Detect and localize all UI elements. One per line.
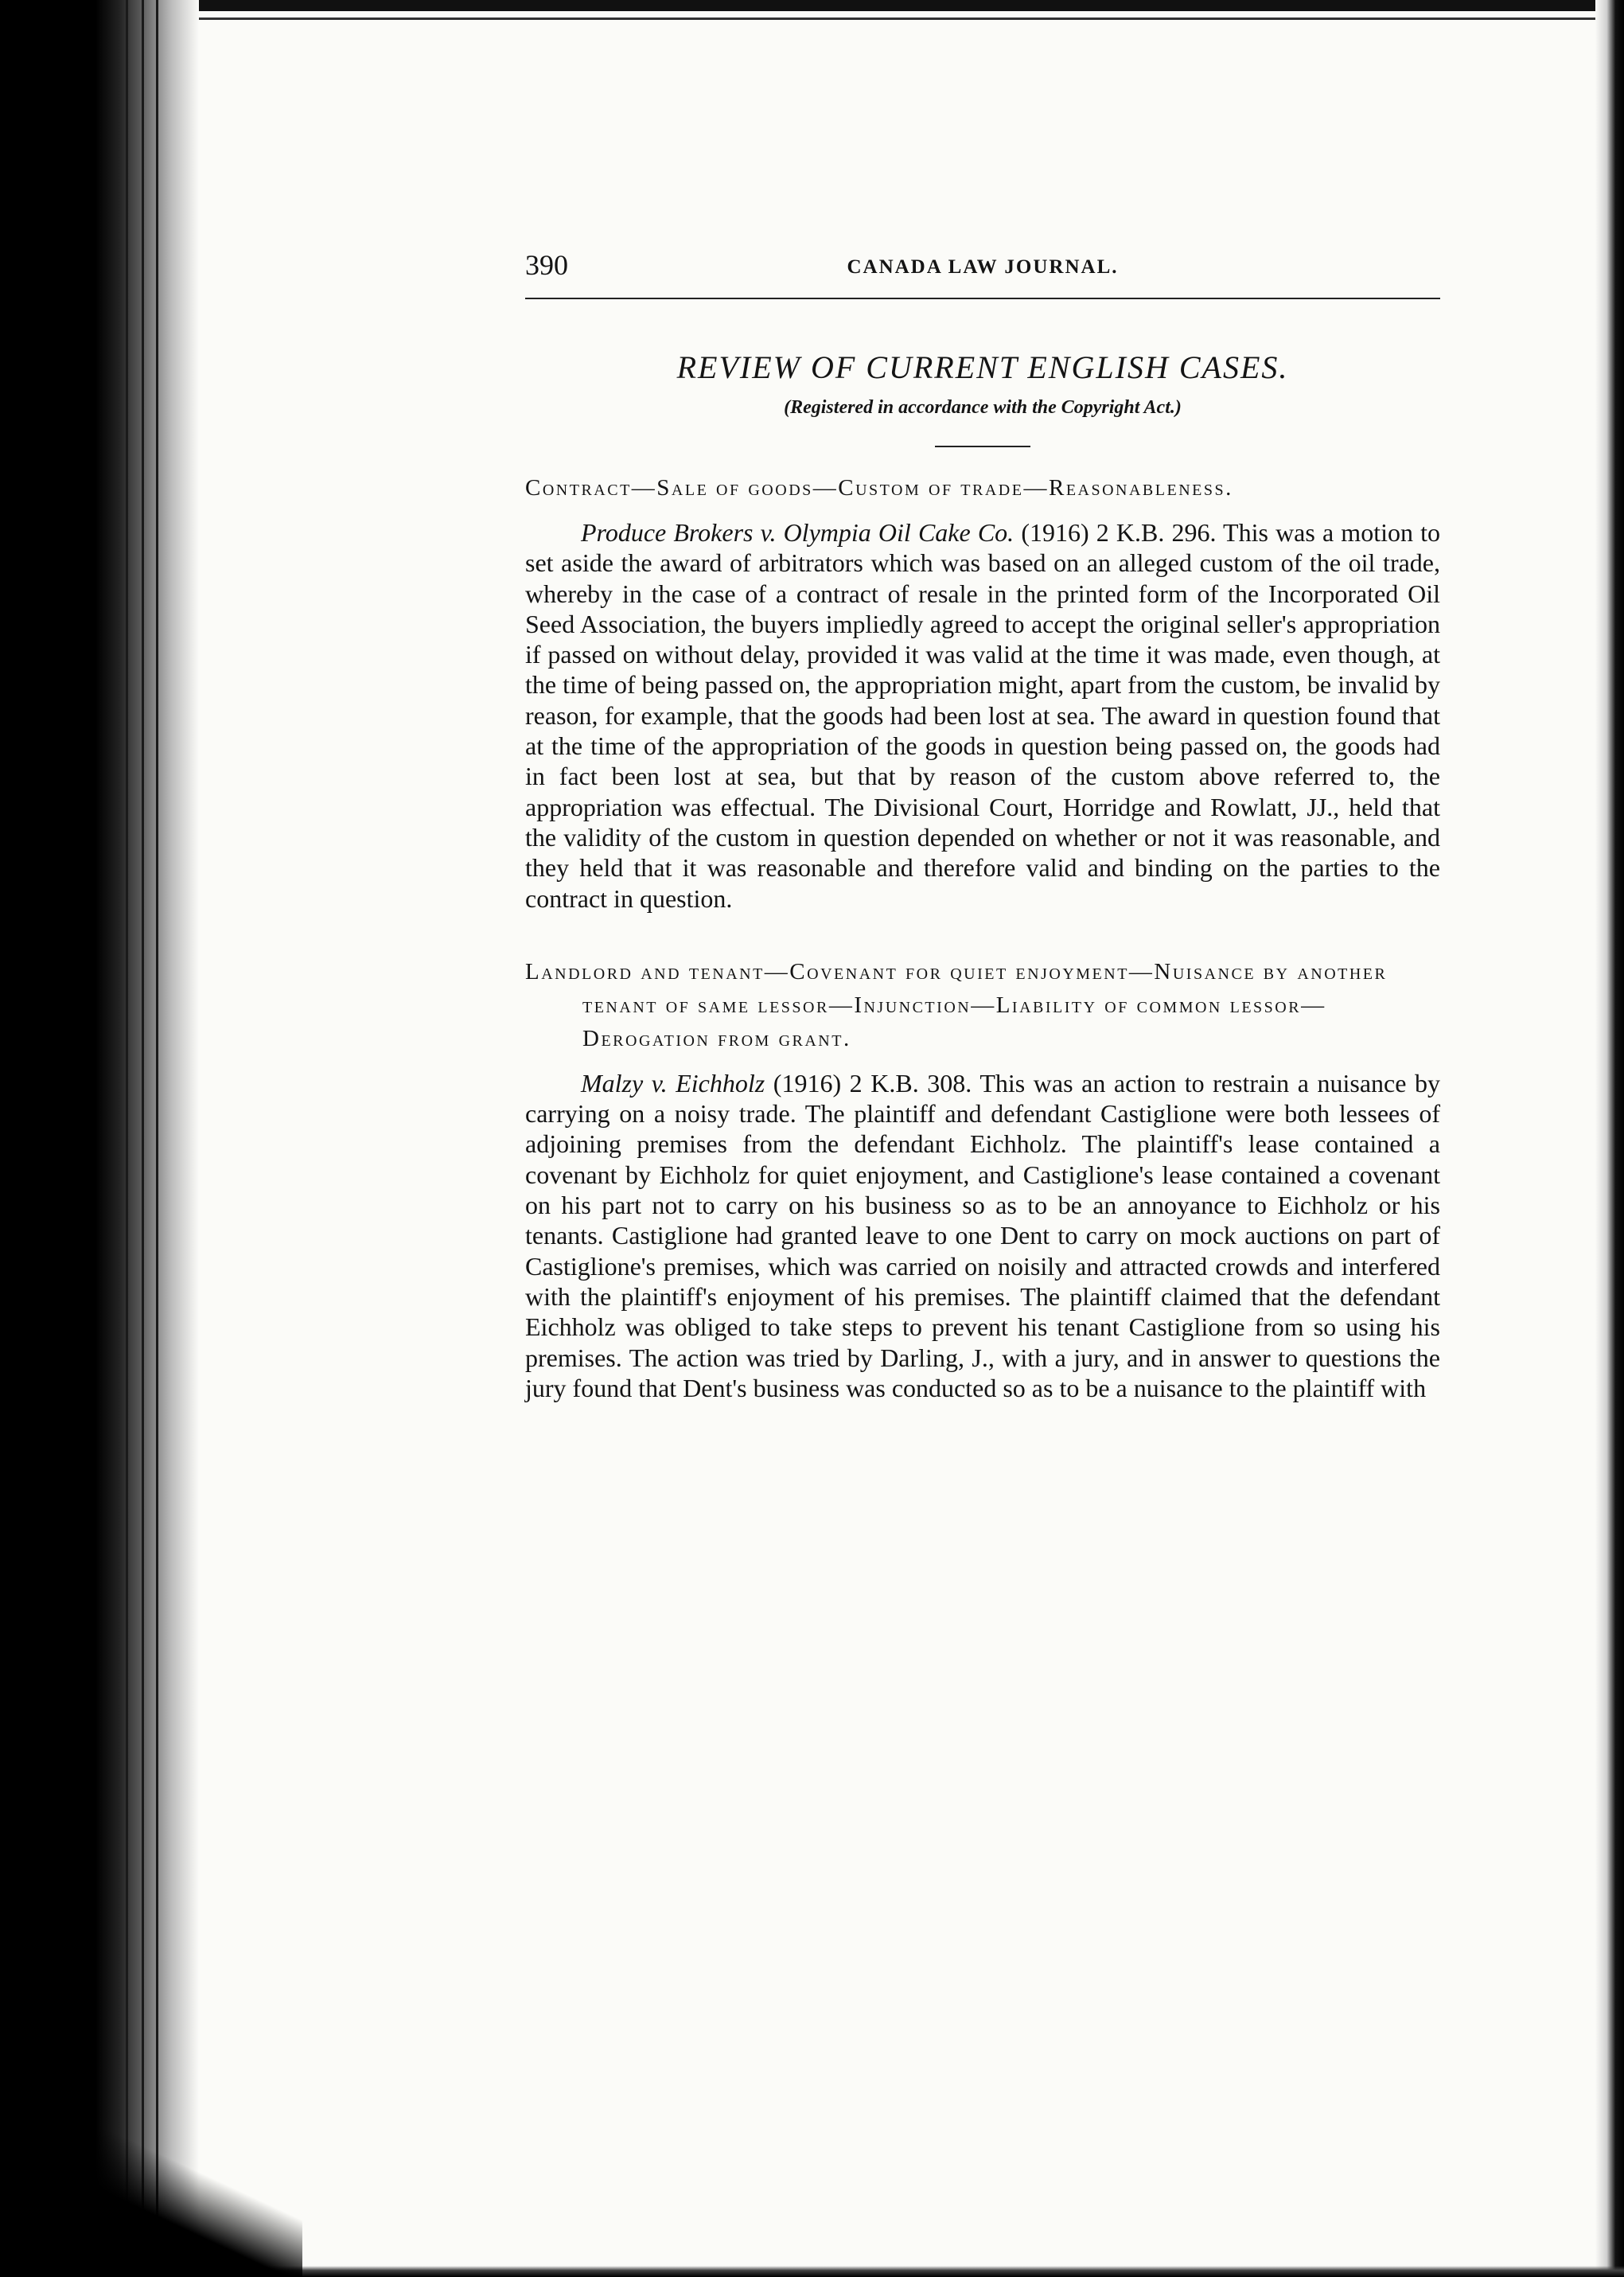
scan-top-border <box>119 0 1624 11</box>
page-number: 390 <box>525 249 568 281</box>
scan-binding-shadow <box>0 0 199 2277</box>
case-paragraph <box>525 517 1440 914</box>
journal-title: CANADA LAW JOURNAL. <box>847 256 1119 278</box>
case-body: This was an action to restrain a nuisance by carrying on a noisy trade. The plaintiff and defendant Castiglione were both lessees of adjoining premises from the defendant Eichholz. The plaintiff's lease contained a covenant by Eichholz for quiet enjoyment, and Castiglione's lease contained a covenant on his part not to carry on his business so as to be an annoyance to Eichholz or his tenants. Castiglione had granted leave to one Dent to carry on mock auctions on part of Castiglione's premises, which was carried on noisily and attracted crowds and interfered with the plaintiff's enjoyment of his premises. The plaintiff claimed that the defendant Eichholz was obliged to take steps to prevent his tenant Castiglione from so using his premises. The action was tried by Darling, J., with a jury, and in answer to questions the jury found that Dent's business was conducted so as to be a nuisance to the plaintiff with <box>525 1068 1441 1402</box>
case-heading: Contract—Sale of goods—Custom of trade—Reasonableness. <box>525 475 1233 501</box>
scan-bottom-border <box>119 2266 1624 2277</box>
scan-corner-shadow <box>95 2118 302 2277</box>
case-heading: Landlord and tenant—Covenant for quiet enjoyment—Nuisance by another tenant of same lessor—Injunction—Liability of common lessor—Derogation from grant. <box>525 958 1388 1051</box>
section-divider <box>935 446 1030 447</box>
case-citation: (1916) 2 K.B. 296. <box>1021 518 1217 547</box>
case-body: This was a motion to set aside the award of arbitrators which was based on an alleged custom of the oil trade, whereby in the case of a contract of resale in the printed form of the Incorporated Oil Seed Association, the buyers impliedly agreed to accept the original seller's appropriation if passed on without delay, provided it was valid at the time it was made, even though, at the time of being passed on, the appropriation might, apart from the custom, be invalid by reason, for example, that the goods had been lost at sea. The award in question found that at the time of the appropriation of the goods in question being passed on, the goods had in fact been lost at sea, but that by reason of the custom above referred to, the appropriation was effectual. The Divisional Court, Horridge and Rowlatt, JJ., held that the validity of the custom in question depended on whether or not it was reasonable, and they held that it was reasonable and therefore valid and binding on the parties to the contract in question. <box>525 518 1441 913</box>
scan-right-edge <box>1595 0 1624 2277</box>
binding-streak <box>156 0 158 2277</box>
section-title: REVIEW OF CURRENT ENGLISH CASES. <box>676 349 1289 385</box>
scan-top-border-line <box>119 18 1624 20</box>
running-head <box>525 239 1440 287</box>
case-name: Produce Brokers v. Olympia Oil Cake Co. <box>581 518 1015 547</box>
header-rule <box>525 298 1440 299</box>
section-subtitle: (Registered in accordance with the Copyright Act.) <box>784 397 1182 418</box>
binding-streak <box>126 0 128 2277</box>
page-content <box>525 239 1440 1429</box>
case-paragraph <box>525 1068 1440 1403</box>
case-name: Malzy v. Eichholz <box>581 1068 765 1098</box>
case-citation: (1916) 2 K.B. 308. <box>773 1068 972 1098</box>
binding-streak <box>142 0 144 2277</box>
